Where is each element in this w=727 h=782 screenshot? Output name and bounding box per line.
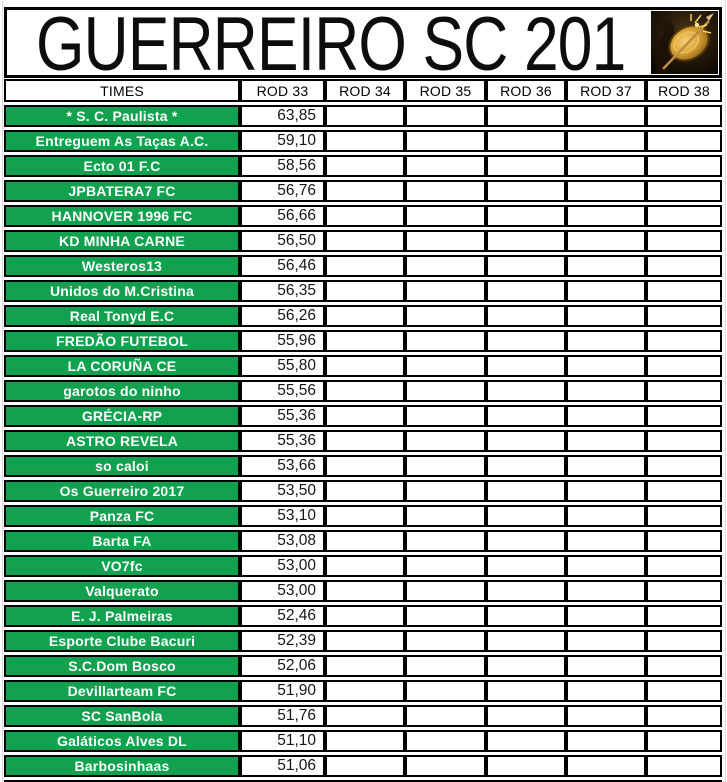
empty-score-cell[interactable] xyxy=(325,230,405,252)
team-name-cell[interactable]: * S. C. Paulista * xyxy=(4,105,240,127)
column-header-rod-38[interactable]: ROD 38 xyxy=(646,79,722,102)
team-name-cell[interactable]: SC SanBola xyxy=(4,705,240,727)
empty-score-cell[interactable] xyxy=(566,380,646,402)
empty-score-cell[interactable] xyxy=(566,755,646,777)
table-header-row xyxy=(4,79,722,105)
empty-score-cell[interactable] xyxy=(646,755,722,777)
team-name-cell[interactable]: Entreguem As Taças A.C. xyxy=(4,130,240,152)
empty-score-cell[interactable] xyxy=(405,630,486,652)
empty-score-cell[interactable] xyxy=(566,730,646,752)
table-row xyxy=(4,255,722,280)
empty-score-cell[interactable] xyxy=(486,205,566,227)
table-row xyxy=(4,580,722,605)
empty-score-cell[interactable] xyxy=(325,605,405,627)
score-cell-rod33[interactable]: 53,08 xyxy=(240,530,325,552)
empty-score-cell[interactable] xyxy=(566,505,646,527)
table-row xyxy=(4,455,722,480)
empty-score-cell[interactable] xyxy=(486,155,566,177)
team-name-cell[interactable]: Barbosinhaas xyxy=(4,755,240,777)
score-cell-rod33[interactable]: 52,06 xyxy=(240,655,325,677)
empty-score-cell[interactable] xyxy=(486,655,566,677)
empty-score-cell[interactable] xyxy=(486,505,566,527)
empty-score-cell[interactable] xyxy=(646,280,722,302)
empty-score-cell[interactable] xyxy=(646,205,722,227)
table-row xyxy=(4,680,722,705)
table-row xyxy=(4,355,722,380)
empty-score-cell[interactable] xyxy=(325,255,405,277)
score-cell-rod33[interactable]: 53,50 xyxy=(240,480,325,502)
empty-score-cell[interactable] xyxy=(405,130,486,152)
empty-score-cell[interactable] xyxy=(486,580,566,602)
empty-score-cell[interactable] xyxy=(405,155,486,177)
team-name-cell[interactable]: Devillarteam FC xyxy=(4,680,240,702)
empty-score-cell[interactable] xyxy=(405,180,486,202)
score-cell-rod33[interactable]: 56,26 xyxy=(240,305,325,327)
empty-score-cell[interactable] xyxy=(646,630,722,652)
empty-score-cell[interactable] xyxy=(486,305,566,327)
empty-score-cell[interactable] xyxy=(325,155,405,177)
team-name-cell[interactable]: Real Tonyd E.C xyxy=(4,305,240,327)
score-cell-rod33[interactable]: 53,10 xyxy=(240,505,325,527)
team-name-cell[interactable]: Galáticos Alves DL xyxy=(4,730,240,752)
table-row xyxy=(4,105,722,130)
empty-score-cell[interactable] xyxy=(566,330,646,352)
empty-score-cell[interactable] xyxy=(405,405,486,427)
empty-score-cell[interactable] xyxy=(325,355,405,377)
column-header-rod-33[interactable]: ROD 33 xyxy=(240,79,325,102)
table-row xyxy=(4,730,722,755)
team-name-cell[interactable]: garotos do ninho xyxy=(4,380,240,402)
empty-score-cell[interactable] xyxy=(646,255,722,277)
empty-score-cell[interactable] xyxy=(646,680,722,702)
table-row xyxy=(4,705,722,730)
empty-score-cell[interactable] xyxy=(486,130,566,152)
table-row xyxy=(4,530,722,555)
table-row xyxy=(4,655,722,680)
empty-score-cell[interactable] xyxy=(566,230,646,252)
empty-score-cell[interactable] xyxy=(566,630,646,652)
empty-score-cell[interactable] xyxy=(405,330,486,352)
empty-score-cell[interactable] xyxy=(566,455,646,477)
empty-score-cell[interactable] xyxy=(325,205,405,227)
empty-score-cell[interactable] xyxy=(566,580,646,602)
table-row xyxy=(4,480,722,505)
score-cell-rod33[interactable]: 51,90 xyxy=(240,680,325,702)
empty-score-cell[interactable] xyxy=(325,655,405,677)
empty-score-cell[interactable] xyxy=(646,130,722,152)
empty-score-cell[interactable] xyxy=(486,480,566,502)
empty-score-cell[interactable] xyxy=(405,730,486,752)
table-row xyxy=(4,630,722,655)
table-row xyxy=(4,405,722,430)
empty-score-cell[interactable] xyxy=(646,555,722,577)
empty-score-cell[interactable] xyxy=(325,505,405,527)
empty-score-cell[interactable] xyxy=(486,405,566,427)
league-title-banner xyxy=(4,7,722,78)
empty-score-cell[interactable] xyxy=(566,605,646,627)
team-name-cell[interactable]: S.C.Dom Bosco xyxy=(4,655,240,677)
empty-score-cell[interactable] xyxy=(646,480,722,502)
empty-score-cell[interactable] xyxy=(486,555,566,577)
empty-score-cell[interactable] xyxy=(646,455,722,477)
empty-score-cell[interactable] xyxy=(325,680,405,702)
empty-score-cell[interactable] xyxy=(646,730,722,752)
empty-score-cell[interactable] xyxy=(486,755,566,777)
table-row xyxy=(4,230,722,255)
empty-score-cell[interactable] xyxy=(486,355,566,377)
team-name-cell[interactable]: FREDÃO FUTEBOL xyxy=(4,330,240,352)
empty-score-cell[interactable] xyxy=(325,455,405,477)
empty-score-cell[interactable] xyxy=(566,105,646,127)
empty-score-cell[interactable] xyxy=(646,180,722,202)
empty-score-cell[interactable] xyxy=(566,155,646,177)
score-cell-rod33[interactable]: 56,35 xyxy=(240,280,325,302)
empty-score-cell[interactable] xyxy=(646,430,722,452)
column-header-rod-35[interactable]: ROD 35 xyxy=(405,79,486,102)
table-row xyxy=(4,555,722,580)
empty-score-cell[interactable] xyxy=(405,580,486,602)
empty-score-cell[interactable] xyxy=(646,355,722,377)
empty-score-cell[interactable] xyxy=(325,380,405,402)
empty-score-cell[interactable] xyxy=(325,705,405,727)
table-row xyxy=(4,180,722,205)
empty-score-cell[interactable] xyxy=(486,380,566,402)
table-row xyxy=(4,205,722,230)
empty-score-cell[interactable] xyxy=(646,530,722,552)
score-cell-rod33[interactable]: 51,10 xyxy=(240,730,325,752)
league-table xyxy=(4,79,722,782)
empty-score-cell[interactable] xyxy=(566,705,646,727)
empty-score-cell[interactable] xyxy=(486,430,566,452)
empty-score-cell[interactable] xyxy=(486,680,566,702)
empty-score-cell[interactable] xyxy=(486,280,566,302)
empty-score-cell[interactable] xyxy=(646,155,722,177)
team-name-cell[interactable]: E. J. Palmeiras xyxy=(4,605,240,627)
score-cell-rod33[interactable]: 51,06 xyxy=(240,755,325,777)
column-header-rod-36[interactable]: ROD 36 xyxy=(486,79,566,102)
score-cell-rod33[interactable]: 55,80 xyxy=(240,355,325,377)
empty-score-cell[interactable] xyxy=(646,330,722,352)
empty-score-cell[interactable] xyxy=(405,380,486,402)
table-row xyxy=(4,430,722,455)
empty-score-cell[interactable] xyxy=(486,105,566,127)
empty-score-cell[interactable] xyxy=(646,505,722,527)
empty-score-cell[interactable] xyxy=(486,255,566,277)
empty-score-cell[interactable] xyxy=(325,330,405,352)
empty-score-cell[interactable] xyxy=(325,555,405,577)
empty-score-cell[interactable] xyxy=(646,380,722,402)
empty-score-cell[interactable] xyxy=(566,305,646,327)
score-cell-rod33[interactable]: 56,46 xyxy=(240,255,325,277)
page-title: GUERREIRO SC 201 xyxy=(36,7,626,78)
empty-score-cell[interactable] xyxy=(325,130,405,152)
empty-score-cell[interactable] xyxy=(325,580,405,602)
empty-score-cell[interactable] xyxy=(325,105,405,127)
table-row xyxy=(4,605,722,630)
score-cell-rod33[interactable]: 56,66 xyxy=(240,205,325,227)
score-cell-rod33[interactable]: 53,66 xyxy=(240,455,325,477)
score-cell-rod33[interactable]: 55,56 xyxy=(240,380,325,402)
empty-score-cell[interactable] xyxy=(405,530,486,552)
empty-score-cell[interactable] xyxy=(486,230,566,252)
score-cell-rod33[interactable]: 52,39 xyxy=(240,630,325,652)
empty-score-cell[interactable] xyxy=(566,555,646,577)
table-row xyxy=(4,380,722,405)
empty-score-cell[interactable] xyxy=(405,305,486,327)
empty-score-cell[interactable] xyxy=(646,580,722,602)
table-row xyxy=(4,155,722,180)
empty-score-cell[interactable] xyxy=(646,230,722,252)
score-cell-rod33[interactable]: 55,36 xyxy=(240,405,325,427)
empty-score-cell[interactable] xyxy=(405,555,486,577)
worksheet-gridline-right xyxy=(725,0,726,782)
score-cell-rod33[interactable]: 56,76 xyxy=(240,180,325,202)
empty-score-cell[interactable] xyxy=(325,305,405,327)
column-header-rod-37[interactable]: ROD 37 xyxy=(566,79,646,102)
empty-score-cell[interactable] xyxy=(405,280,486,302)
team-name-cell[interactable]: so caloi xyxy=(4,455,240,477)
empty-score-cell[interactable] xyxy=(646,305,722,327)
empty-score-cell[interactable] xyxy=(566,180,646,202)
empty-score-cell[interactable] xyxy=(325,280,405,302)
empty-score-cell[interactable] xyxy=(566,355,646,377)
score-cell-rod33[interactable]: 52,46 xyxy=(240,605,325,627)
column-header-rod-34[interactable]: ROD 34 xyxy=(325,79,405,102)
empty-score-cell[interactable] xyxy=(405,755,486,777)
empty-score-cell[interactable] xyxy=(646,405,722,427)
team-name-cell[interactable]: KD MINHA CARNE xyxy=(4,230,240,252)
table-row xyxy=(4,505,722,530)
team-name-cell[interactable]: JPBATERA7 FC xyxy=(4,180,240,202)
empty-score-cell[interactable] xyxy=(646,105,722,127)
empty-score-cell[interactable] xyxy=(486,705,566,727)
empty-score-cell[interactable] xyxy=(566,430,646,452)
table-row xyxy=(4,280,722,305)
empty-score-cell[interactable] xyxy=(566,205,646,227)
table-row xyxy=(4,755,722,780)
empty-score-cell[interactable] xyxy=(405,255,486,277)
team-name-cell[interactable]: Westeros13 xyxy=(4,255,240,277)
empty-score-cell[interactable] xyxy=(325,530,405,552)
empty-score-cell[interactable] xyxy=(405,455,486,477)
empty-score-cell[interactable] xyxy=(405,655,486,677)
empty-score-cell[interactable] xyxy=(405,680,486,702)
worksheet-gridline-left xyxy=(2,0,3,782)
empty-score-cell[interactable] xyxy=(486,180,566,202)
empty-score-cell[interactable] xyxy=(405,480,486,502)
team-name-cell[interactable]: ASTRO REVELA xyxy=(4,430,240,452)
empty-score-cell[interactable] xyxy=(405,230,486,252)
score-cell-rod33[interactable]: 53,00 xyxy=(240,555,325,577)
empty-score-cell[interactable] xyxy=(405,505,486,527)
table-row xyxy=(4,305,722,330)
empty-score-cell[interactable] xyxy=(566,480,646,502)
empty-score-cell[interactable] xyxy=(486,730,566,752)
empty-score-cell[interactable] xyxy=(405,105,486,127)
empty-score-cell[interactable] xyxy=(325,480,405,502)
empty-score-cell[interactable] xyxy=(325,730,405,752)
column-header-times[interactable]: TIMES xyxy=(4,79,240,102)
team-name-cell[interactable]: Os Guerreiro 2017 xyxy=(4,480,240,502)
empty-score-cell[interactable] xyxy=(325,630,405,652)
score-cell-rod33[interactable]: 59,10 xyxy=(240,130,325,152)
table-row xyxy=(4,130,722,155)
score-cell-rod33[interactable]: 56,50 xyxy=(240,230,325,252)
team-name-cell[interactable]: Panza FC xyxy=(4,505,240,527)
team-name-cell[interactable]: Valquerato xyxy=(4,580,240,602)
empty-score-cell[interactable] xyxy=(325,180,405,202)
team-name-cell[interactable]: Esporte Clube Bacuri xyxy=(4,630,240,652)
empty-score-cell[interactable] xyxy=(486,530,566,552)
team-name-cell[interactable]: GRÉCIA-RP xyxy=(4,405,240,427)
score-cell-rod33[interactable]: 51,76 xyxy=(240,705,325,727)
table-row xyxy=(4,330,722,355)
league-logo xyxy=(651,11,718,74)
empty-score-cell[interactable] xyxy=(405,705,486,727)
team-name-cell[interactable]: Barta FA xyxy=(4,530,240,552)
empty-score-cell[interactable] xyxy=(486,605,566,627)
score-cell-rod33[interactable]: 53,00 xyxy=(240,580,325,602)
team-name-cell[interactable]: LA CORUÑA CE xyxy=(4,355,240,377)
score-cell-rod33[interactable]: 58,56 xyxy=(240,155,325,177)
score-cell-rod33[interactable]: 55,36 xyxy=(240,430,325,452)
team-name-cell[interactable]: VO7fc xyxy=(4,555,240,577)
empty-score-cell[interactable] xyxy=(566,405,646,427)
score-cell-rod33[interactable]: 55,96 xyxy=(240,330,325,352)
empty-score-cell[interactable] xyxy=(646,605,722,627)
empty-score-cell[interactable] xyxy=(566,255,646,277)
team-name-cell[interactable]: Unidos do M.Cristina xyxy=(4,280,240,302)
shield-pierced-by-spear-icon xyxy=(651,11,718,74)
empty-score-cell[interactable] xyxy=(405,355,486,377)
team-name-cell[interactable]: HANNOVER 1996 FC xyxy=(4,205,240,227)
empty-score-cell[interactable] xyxy=(325,405,405,427)
empty-score-cell[interactable] xyxy=(325,755,405,777)
empty-score-cell[interactable] xyxy=(486,330,566,352)
score-cell-rod33[interactable]: 63,85 xyxy=(240,105,325,127)
empty-score-cell[interactable] xyxy=(566,130,646,152)
empty-score-cell[interactable] xyxy=(566,655,646,677)
empty-score-cell[interactable] xyxy=(486,455,566,477)
empty-score-cell[interactable] xyxy=(325,430,405,452)
empty-score-cell[interactable] xyxy=(646,655,722,677)
empty-score-cell[interactable] xyxy=(405,430,486,452)
empty-score-cell[interactable] xyxy=(566,280,646,302)
empty-score-cell[interactable] xyxy=(405,205,486,227)
empty-score-cell[interactable] xyxy=(486,630,566,652)
team-name-cell[interactable]: Ecto 01 F.C xyxy=(4,155,240,177)
empty-score-cell[interactable] xyxy=(646,705,722,727)
empty-score-cell[interactable] xyxy=(405,605,486,627)
empty-score-cell[interactable] xyxy=(566,680,646,702)
empty-score-cell[interactable] xyxy=(566,530,646,552)
